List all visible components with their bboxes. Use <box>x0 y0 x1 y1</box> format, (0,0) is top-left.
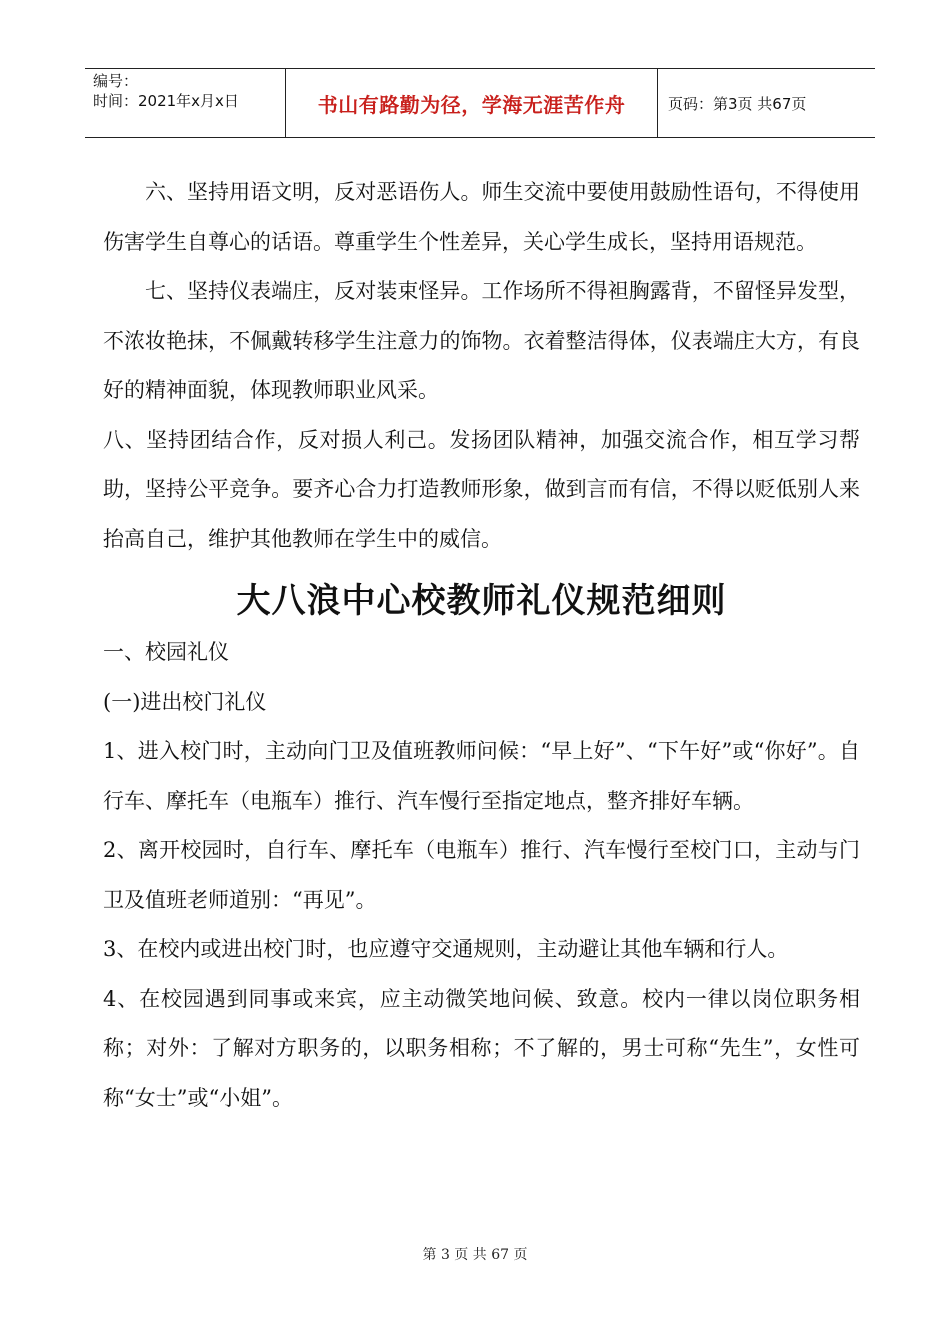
document-title: 大八浪中心校教师礼仪规范细则 <box>236 581 727 621</box>
list-item: 1、进入校门时，主动向门卫及值班教师问候：“早上好”、“下午好”或“你好”。自行车、摩托车（电瓶车）推行、汽车慢行至指定地点，整齐排好车辆。 <box>103 739 860 813</box>
number-label: 编号： <box>93 72 139 90</box>
page-label: 页码：第3页 共67页 <box>668 94 807 113</box>
paragraph-six: 六、坚持用语文明，反对恶语伤人。师生交流中要使用鼓励性语句，不得使用伤害学生自尊心的话语。尊重学生个性差异，关心学生成长，坚持用语规范。 <box>103 180 860 254</box>
list-item: 4、在校园遇到同事或来宾，应主动微笑地问候、致意。校内一律以岗位职务相称；对外：了解对方职务的，以职务相称；不了解的，男士可称“先生”，女性可称“女士”或“小姐”。 <box>103 986 860 1110</box>
subsection-heading: (一)进出校门礼仪 <box>103 689 267 714</box>
list-item: 2、离开校园时，自行车、摩托车（电瓶车）推行、汽车慢行至校门口，主动与门卫及值班老师道别：“再见”。 <box>103 838 860 912</box>
document-body <box>103 168 860 1123</box>
header-page <box>658 69 875 137</box>
header-motto <box>286 69 658 137</box>
paragraph-eight: 八、坚持团结合作，反对损人利己。发扬团队精神，加强交流合作，相互学习帮助，坚持公平竞争。要齐心合力打造教师形象，做到言而有信，不得以贬低别人来抬高自己，维护其他教师在学生中的威信。 <box>103 427 860 551</box>
header-meta <box>85 69 286 137</box>
motto-text: 书山有路勤为径，学海无涯苦作舟 <box>317 92 626 117</box>
section-heading: 一、校园礼仪 <box>103 640 229 664</box>
time-label: 时间：2021年x月x日 <box>93 92 239 110</box>
paragraph-seven: 七、坚持仪表端庄，反对装束怪异。工作场所不得袒胸露背，不留怪异发型，不浓妆艳抹，不佩戴转移学生注意力的饰物。衣着整洁得体，仪表端庄大方，有良好的精神面貌，体现教师职业风采。 <box>103 279 860 402</box>
page-footer: 第 3 页 共 67 页 <box>422 1247 528 1263</box>
list-item: 3、在校内或进出校门时，也应遵守交通规则，主动避让其他车辆和行人。 <box>103 937 789 961</box>
page-header <box>85 68 875 138</box>
